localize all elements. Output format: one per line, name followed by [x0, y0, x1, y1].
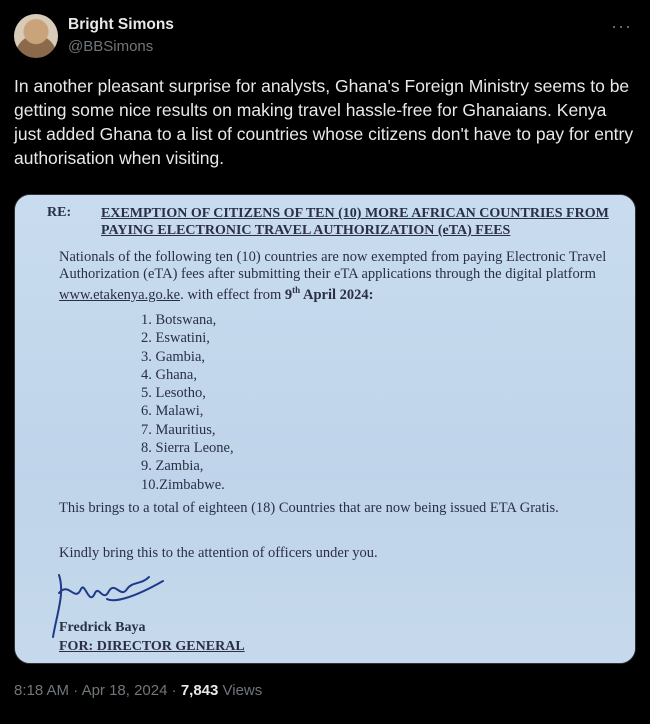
- document-paragraph-1: [59, 249, 619, 303]
- eta-link: www.etakenya.go.ke: [59, 286, 181, 303]
- meta-separator: ·: [69, 682, 82, 699]
- signer-role: FOR: DIRECTOR GENERAL: [59, 639, 245, 654]
- tweet-meta: [14, 682, 262, 699]
- author-handle[interactable]: @BBSimons: [68, 38, 154, 55]
- tweet-header: [14, 14, 636, 60]
- re-label: RE:: [47, 205, 72, 220]
- country-item: 9. Zambia,: [141, 458, 204, 475]
- country-item: 3. Gambia,: [141, 348, 206, 365]
- views-count[interactable]: 7,843: [180, 682, 219, 699]
- tweet-image[interactable]: [14, 194, 636, 664]
- views-label: Views: [218, 682, 263, 699]
- author-name[interactable]: Bright Simons: [68, 16, 174, 33]
- country-item: 8. Sierra Leone,: [141, 440, 234, 457]
- avatar[interactable]: [14, 14, 58, 58]
- para1-day: 9: [284, 286, 293, 303]
- meta-separator: ·: [167, 682, 181, 699]
- country-list: [141, 311, 234, 494]
- document-letter: [15, 195, 635, 663]
- tweet-time[interactable]: 8:18 AM: [14, 682, 70, 699]
- country-item: 1. Botswana,: [141, 312, 217, 328]
- country-item: 10.Zimbabwe.: [141, 476, 225, 493]
- country-item: 5. Lesotho,: [141, 385, 206, 402]
- country-item: 2. Eswatini,: [141, 330, 210, 347]
- signer-name: Fredrick Baya: [59, 620, 146, 635]
- para1-month: April 2024:: [300, 286, 374, 303]
- tweet-text: In another pleasant surprise for analysts, Ghana's Foreign Ministry seems to be getting some nice results on making travel hassle-free for Ghanaians. Kenya just added Ghana to a list of countries whose citizens don't have to pay for entry authorisation when visiting.: [14, 76, 634, 168]
- tweet-date[interactable]: Apr 18, 2024: [81, 682, 168, 699]
- document-paragraph-2: This brings to a total of eighteen (18) Countries that are now being issued ETA Gratis.: [59, 500, 559, 516]
- country-item: 4. Ghana,: [141, 366, 197, 383]
- country-item: 7. Mauritius,: [141, 421, 216, 438]
- para1-mid: . with effect from: [180, 286, 285, 303]
- more-options-icon[interactable]: ···: [611, 16, 632, 36]
- re-title: EXEMPTION OF CITIZENS OF TEN (10) MORE AFRICAN COUNTRIES FROM PAYING ELECTRONIC TRAVEL AUTHORIZATION (eTA) FEES: [101, 206, 609, 238]
- document-paragraph-3: Kindly bring this to the attention of officers under you.: [59, 545, 378, 561]
- para1-suffix: th: [292, 285, 301, 295]
- country-item: 6. Malawi,: [141, 403, 204, 420]
- para1-start: Nationals of the following ten (10) countries are now exempted from paying Electronic Travel Authorization (eTA) fees after submitting their eTA applications through the digital platform: [59, 249, 607, 282]
